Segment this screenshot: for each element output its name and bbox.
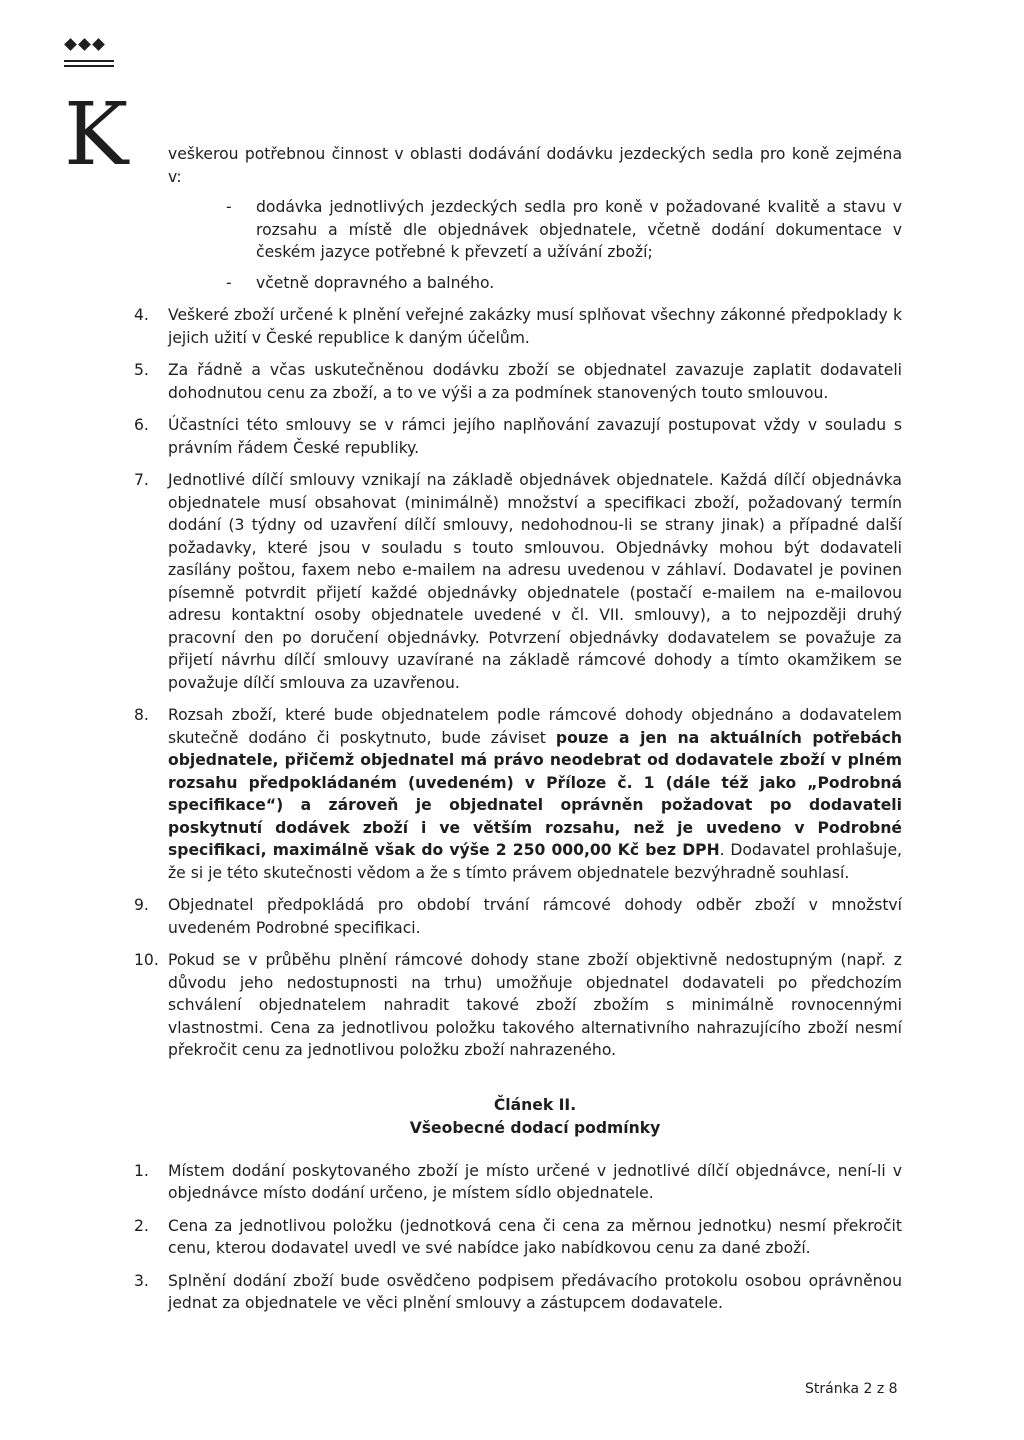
list-item: - včetně dopravného a balného. <box>226 273 495 292</box>
numbered-item-7: 7. Jednotlivé dílčí smlouvy vznikají na základě objednávek objednatele. Každá dílčí objednávka objednatele musí obsahovat (minimálně) množství a specifikaci zboží, požadovaný termín dodání (3 týdny od uzavření dílčí smlouvy, nedohodnou-li se strany jinak) a případné další požadavky, které jsou v souladu s touto smlouvou. Objednávky mohou být dodavateli zasílány poštou, faxem nebo e-mailem na adresu uvedenou v záhlaví. Dodavatel je povinen písemně potvrdit přijetí každé objednávky objednatele (postačí e-mailem na e-mailovou adresu kontaktní osoby objednatele uvedené v čl. VII. smlouvy), a to nejpozději druhý pracovní den po doručení objednávky. Potvrzení objednávky dodavatelem se považuje za přijetí návrhu dílčí smlouvy uzavírané na základě rámcové dohody a tímto okamžikem se považuje dílčí smlouva za uzavřenou. <box>134 471 902 692</box>
logo <box>60 40 129 185</box>
numbered-item-8: 8. Rozsah zboží, které bude objednatelem podle rámcové dohody objednáno a dodavatelem skutečně dodáno či poskytnuto, bude záviset pouze a jen na aktuálních potřebách objednatele, přičemž objednatel má právo neodebrat od dodavatele zboží v plném rozsahu předpokládaném (uvedeném) v Příloze č. 1 (dále též jako „Podrobná specifikace“) a zároveň je objednatel oprávněn požadovat po dodavateli poskytnutí dodávek zboží i ve větším rozsahu, než je uvedeno v Podrobné specifikaci, maximálně však do výše 2 250 000,00 Kč bez DPH. Dodavatel prohlašuje, že si je této skutečnosti vědom a že s tímto právem objednatele bezvýhradně souhlasí. <box>134 706 902 882</box>
numbered-item-10: 10. Pokud se v průběhu plnění rámcové dohody stane zboží objektivně nedostupným (např. z důvodu jeho nedostupnosti na trhu) umožňuje objednatel dodavateli po předchozím schválení objednatelem nahradit takové zboží zbožím s minimálně rovnocennými vlastnostmi. Cena za jednotlivou položku takového alternativního nahrazujícího zboží nesmí překročit cenu za jednotlivou položku zboží nahrazeného. <box>134 951 902 1059</box>
section-item-3: 3. Splnění dodání zboží bude osvědčeno podpisem předávacího protokolu osobou oprávněnou jednat za objednatele ve věci plnění smlouvy a zástupcem dodavatele. <box>134 1271 902 1312</box>
logo-rule-bottom <box>64 65 114 67</box>
section-subtitle: Všeobecné dodací podmínky <box>409 1118 661 1137</box>
list-item: - dodávka jednotlivých jezdeckých sedla pro koně v požadované kvalitě a stavu v rozsahu a místě dle objednávek objednatele, včetně dodání dokumentace v českém jazyce potřebné k převzetí a užívání zboží; <box>226 198 902 261</box>
document-body <box>134 143 902 1315</box>
section-item-2: 2. Cena za jednotlivou položku (jednotková cena či cena za měrnou jednotku) nesmí překročit cenu, kterou dodavatel uvedl ve své nabídce jako nabídkovou cenu za dané zboží. <box>134 1216 902 1257</box>
section-heading <box>168 1094 902 1140</box>
logo-rule-top <box>64 60 114 62</box>
numbered-item-4: 4. Veškeré zboží určené k plnění veřejné zakázky musí splňovat všechny zákonné předpoklady k jejich užití v České republice k daným účelům. <box>134 306 902 347</box>
bold-clause: pouze a jen na aktuálních potřebách objednatele, přičemž objednatel má právo neodebrat od dodavatele zboží v plném rozsahu předpokládaném (uvedeném) v Příloze č. 1 (dále též jako „Podrobná specifikace“) a zároveň je objednatel oprávněn požadovat po dodavateli poskytnutí dodávek zboží i ve větším rozsahu, než je uvedeno v Podrobné specifikaci, maximálně však do výše 2 250 000,00 Kč bez DPH <box>168 728 902 859</box>
numbered-item-5: 5. Za řádně a včas uskutečněnou dodávku zboží se objednatel zavazuje zaplatit dodavateli dohodnutou cenu za zboží, a to ve výši a za podmínek stanovených touto smlouvou. <box>134 361 902 402</box>
numbered-item-9: 9. Objednatel předpokládá pro období trvání rámcové dohody odběr zboží v množství uvedeném Podrobné specifikaci. <box>134 896 902 937</box>
section-item-1: 1. Místem dodání poskytovaného zboží je místo určené v jednotlivé dílčí objednávce, není-li v objednávce místo dodání určeno, je místem sídlo objednatele. <box>134 1161 902 1202</box>
three-diamonds-icon <box>66 40 103 49</box>
page-number: Stránka 2 z 8 <box>805 1381 898 1397</box>
logo-letter: K <box>64 85 129 185</box>
dash-list <box>168 196 902 294</box>
numbered-item-6: 6. Účastníci této smlouvy se v rámci jejího naplňování zavazují postupovat vždy v souladu s právním řádem České republiky. <box>134 416 902 457</box>
section-title: Článek II. <box>493 1095 577 1114</box>
intro-paragraph: veškerou potřebnou činnost v oblasti dodávání dodávku jezdeckých sedla pro koně zejména v: <box>168 145 902 186</box>
